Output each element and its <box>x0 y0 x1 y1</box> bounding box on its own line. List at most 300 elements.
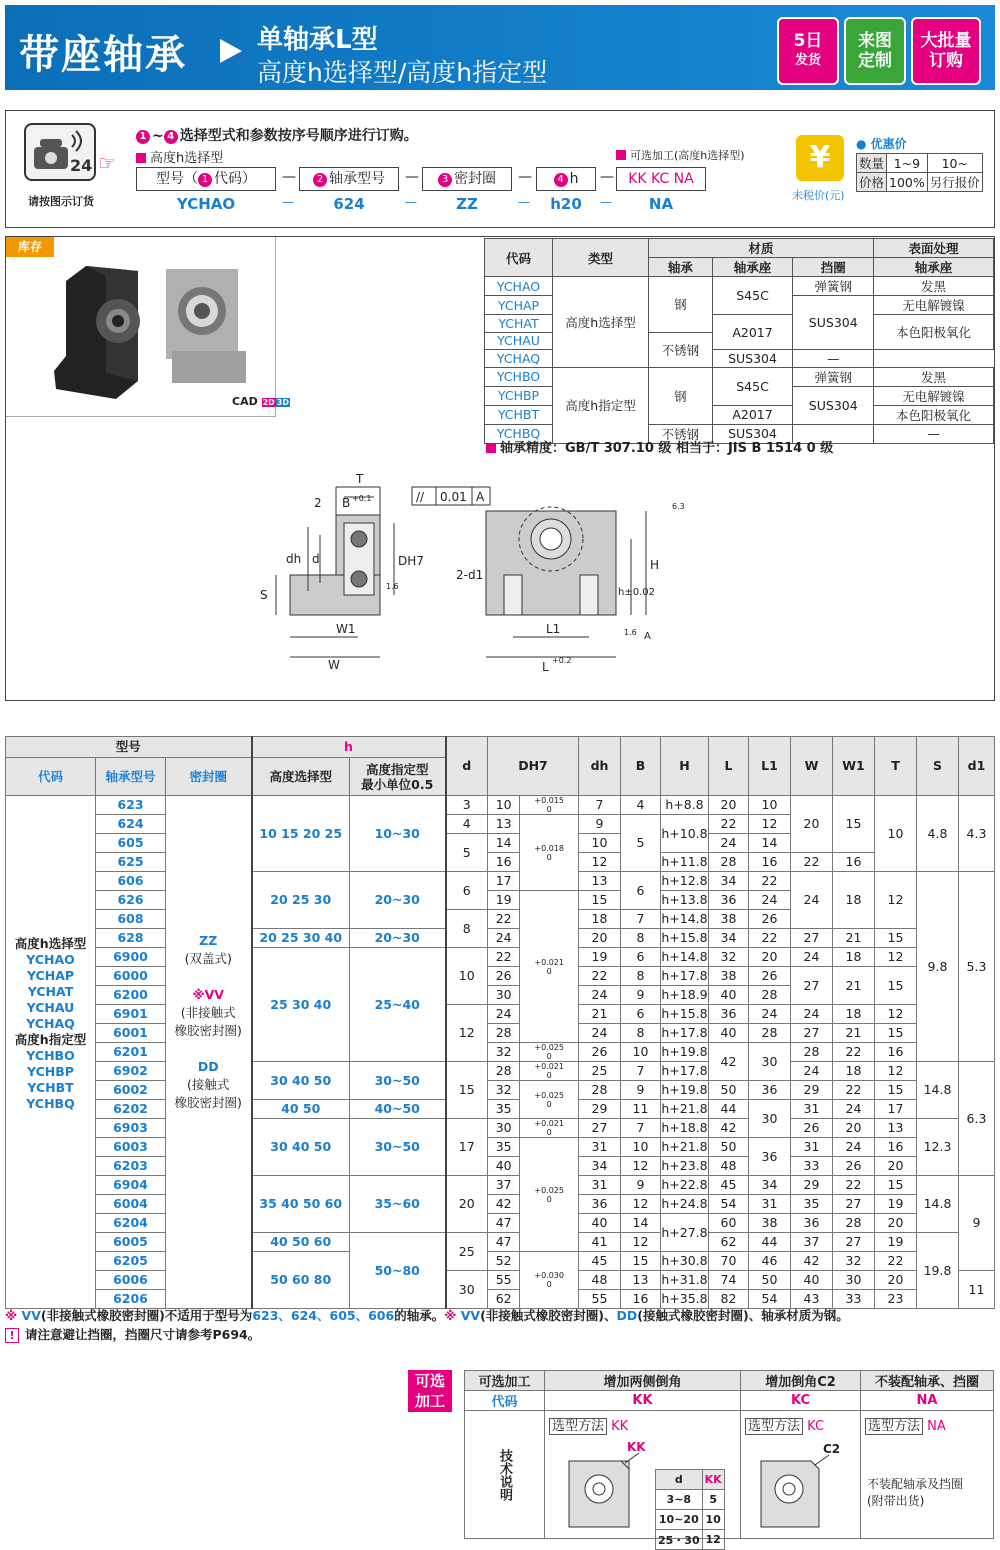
W1-cell: 22 <box>833 1043 875 1062</box>
H-cell: h+14.8 <box>661 910 709 929</box>
D-cell: 35 <box>488 1100 520 1119</box>
example-seal: ZZ <box>456 195 478 213</box>
bearing-cell: 6206 <box>96 1290 166 1309</box>
L-cell: 24 <box>709 834 749 853</box>
L1-cell: 28 <box>749 1024 791 1043</box>
H-cell: h+19.8 <box>661 1081 709 1100</box>
table-row <box>6 1043 995 1062</box>
T-cell: 12 <box>875 872 917 929</box>
table-row <box>6 948 995 967</box>
d-cell: 8 <box>446 910 488 948</box>
table-row <box>6 1252 995 1271</box>
table-row <box>6 853 995 872</box>
D-cell: 40 <box>488 1157 520 1176</box>
L1-cell: 20 <box>749 948 791 967</box>
L1-cell: 34 <box>749 1176 791 1195</box>
order-instruction: 1 ~ 4 选择型式和参数按序号顺序进行订购。 <box>136 125 418 145</box>
B-cell: 7 <box>621 1119 661 1138</box>
bearing-cell: 6202 <box>96 1100 166 1119</box>
L-cell: 28 <box>709 853 749 872</box>
W-cell: 36 <box>791 1214 833 1233</box>
W1-cell: 20 <box>833 1119 875 1138</box>
bearing-cell: 6005 <box>96 1233 166 1252</box>
bearing-cell: 625 <box>96 853 166 872</box>
H-cell: h+15.8 <box>661 1005 709 1024</box>
d-cell: 17 <box>446 1119 488 1176</box>
D-cell: 47 <box>488 1214 520 1233</box>
h-spec-cell: 40~50 <box>350 1100 446 1119</box>
table-row <box>6 796 995 815</box>
B-cell: 7 <box>621 1062 661 1081</box>
L-cell: 34 <box>709 929 749 948</box>
d-cell: 25 <box>446 1233 488 1271</box>
d-cell: 10 <box>446 948 488 1005</box>
h-select-cell: 20 25 30 40 <box>252 929 350 948</box>
L1-cell: 16 <box>749 853 791 872</box>
B-cell: 6 <box>621 1005 661 1024</box>
h-select-cell: 30 40 50 <box>252 1062 350 1100</box>
h-spec-cell: 50~80 <box>350 1233 446 1309</box>
T-cell: 12 <box>875 948 917 967</box>
W-cell: 20 <box>791 796 833 853</box>
dash: — <box>282 169 296 185</box>
H-cell: h+18.8 <box>661 1119 709 1138</box>
B-cell: 12 <box>621 1157 661 1176</box>
H-cell: h+14.8 <box>661 948 709 967</box>
L1-cell: 22 <box>749 872 791 891</box>
W1-cell: 30 <box>833 1271 875 1290</box>
B-cell: 10 <box>621 1043 661 1062</box>
kk-drawing <box>565 1439 655 1533</box>
T-cell: 12 <box>875 1005 917 1024</box>
h-select-cell: 30 40 50 <box>252 1119 350 1176</box>
H-cell: h+31.8 <box>661 1271 709 1290</box>
table-row <box>6 872 995 891</box>
h-select-cell: 35 40 50 60 <box>252 1176 350 1233</box>
D-cell: 19 <box>488 891 520 910</box>
H-cell: h+35.8 <box>661 1290 709 1309</box>
T-cell: 15 <box>875 1024 917 1043</box>
D-cell: 30 <box>488 986 520 1005</box>
B-cell: 13 <box>621 1271 661 1290</box>
svg-text:2: 2 <box>314 496 322 510</box>
T-cell: 15 <box>875 1081 917 1100</box>
L1-cell: 24 <box>749 891 791 910</box>
dh-cell: 31 <box>579 1176 621 1195</box>
svg-text:1.6: 1.6 <box>386 582 399 591</box>
D-cell: 22 <box>488 948 520 967</box>
W-cell: 28 <box>791 1043 833 1062</box>
B-cell: 14 <box>621 1214 661 1233</box>
dh-cell: 20 <box>579 929 621 948</box>
B-cell: 15 <box>621 1252 661 1271</box>
W-cell: 40 <box>791 1271 833 1290</box>
W1-cell: 32 <box>833 1252 875 1271</box>
D-cell: 47 <box>488 1233 520 1252</box>
L-cell: 20 <box>709 796 749 815</box>
dh-cell: 13 <box>579 872 621 891</box>
d1-cell: 4.3 <box>959 796 995 872</box>
D-cell: 10 <box>488 796 520 815</box>
dh-cell: 29 <box>579 1100 621 1119</box>
B-cell: 6 <box>621 872 661 910</box>
H-cell: h+19.8 <box>661 1043 709 1062</box>
table-row <box>6 929 995 948</box>
field-bearing: 2 轴承型号 <box>299 167 399 191</box>
D-cell: 62 <box>488 1290 520 1309</box>
L-cell: 74 <box>709 1271 749 1290</box>
c2-drawing <box>755 1439 855 1533</box>
W-cell: 27 <box>791 929 833 948</box>
dash: — <box>405 195 417 209</box>
W1-cell: 21 <box>833 1024 875 1043</box>
options-tag: 可选 加工 <box>408 1370 452 1412</box>
dh-cell: 24 <box>579 1024 621 1043</box>
T-cell: 16 <box>875 1043 917 1062</box>
H-cell: h+12.8 <box>661 872 709 891</box>
dh-cell: 22 <box>579 967 621 986</box>
L1-cell: 31 <box>749 1195 791 1214</box>
dh-cell: 48 <box>579 1271 621 1290</box>
example-code: YCHAO <box>176 195 236 213</box>
W1-cell: 18 <box>833 1005 875 1024</box>
D-cell: 28 <box>488 1062 520 1081</box>
dh-cell: 25 <box>579 1062 621 1081</box>
dh-cell: 18 <box>579 910 621 929</box>
L-cell: 42 <box>709 1119 749 1138</box>
stock-label: 库存 <box>6 237 54 257</box>
h-select-cell: 50 60 80 <box>252 1252 350 1309</box>
B-cell: 10 <box>621 1138 661 1157</box>
T-cell: 19 <box>875 1233 917 1252</box>
B-cell: 8 <box>621 967 661 986</box>
field-model: 型号（ 1 代码） <box>136 167 276 191</box>
D-tol-cell: +0.021 0 <box>520 891 579 1043</box>
B-cell: 7 <box>621 910 661 929</box>
L-cell: 34 <box>709 872 749 891</box>
dh-cell: 15 <box>579 891 621 910</box>
L-cell: 36 <box>709 891 749 910</box>
W1-cell: 33 <box>833 1290 875 1309</box>
d-cell: 4 <box>446 815 488 834</box>
dh-cell: 31 <box>579 1138 621 1157</box>
W-cell: 27 <box>791 1024 833 1043</box>
W1-cell: 22 <box>833 1081 875 1100</box>
L-cell: 45 <box>709 1176 749 1195</box>
order-guide <box>5 110 995 228</box>
example-h: h20 <box>550 195 582 213</box>
W-cell: 37 <box>791 1233 833 1252</box>
W-cell: 27 <box>791 967 833 1005</box>
T-cell: 20 <box>875 1157 917 1176</box>
bearing-cell: 6003 <box>96 1138 166 1157</box>
B-cell: 5 <box>621 815 661 872</box>
D-tol-cell: +0.025 0 <box>520 1081 579 1119</box>
svg-text:A: A <box>476 490 485 504</box>
dimension-drawing <box>246 457 686 697</box>
h-select-cell: 40 50 <box>252 1100 350 1119</box>
L1-cell: 12 <box>749 815 791 834</box>
svg-text:C2: C2 <box>823 1442 841 1456</box>
table-row <box>6 967 995 986</box>
material-table: 代码 类型 材质 表面处理 轴承 轴承座 挡圈 轴承座 YCHAO 高度h选择型 钢 S45C 弹簧钢 发黑 YCHAP SUS304 无电解镀镍 YCHAT A2017 本色阳极氧化 YCHAU 不锈钢 YCHAQ SUS304 — YCHBO 高度h指定型 钢 S45C 弹簧钢 发黑 YCHBP SUS304 无电解镀镍 YCHBT A2017 本色阳极氧化 YCHBQ 不锈钢 SUS304 — <box>484 238 994 444</box>
W1-cell: 27 <box>833 1195 875 1214</box>
h-spec-cell: 35~60 <box>350 1176 446 1233</box>
T-cell: 15 <box>875 929 917 948</box>
dh-cell: 9 <box>579 815 621 834</box>
D-tol-cell: +0.025 0 <box>520 1043 579 1062</box>
series-codes: 高度h选择型 YCHAO YCHAP YCHAT YCHAU YCHAQ 高度h指定型 YCHBO YCHBP YCHBT YCHBQ <box>6 796 96 1309</box>
T-cell: 13 <box>875 1119 917 1138</box>
B-cell: 9 <box>621 1081 661 1100</box>
S-cell: 4.8 <box>917 796 959 872</box>
H-cell: h+11.8 <box>661 853 709 872</box>
bearing-cell: 6204 <box>96 1214 166 1233</box>
d1-cell: 6.3 <box>959 1062 995 1176</box>
W-cell: 35 <box>791 1195 833 1214</box>
svg-text:1.6: 1.6 <box>624 628 637 637</box>
dh-cell: 40 <box>579 1214 621 1233</box>
H-cell: h+13.8 <box>661 891 709 910</box>
h-select-cell: 40 50 60 <box>252 1233 350 1252</box>
table-row <box>6 1024 995 1043</box>
field-h: 4 h <box>536 167 596 191</box>
h-spec-cell: 20~30 <box>350 929 446 948</box>
svg-text:W1: W1 <box>336 622 356 636</box>
T-cell: 20 <box>875 1214 917 1233</box>
dh-cell: 55 <box>579 1290 621 1309</box>
D-cell: 17 <box>488 872 520 891</box>
svg-text:L1: L1 <box>546 622 561 636</box>
L1-cell: 30 <box>749 1100 791 1138</box>
page-header <box>5 5 995 90</box>
L-cell: 70 <box>709 1252 749 1271</box>
d-cell: 30 <box>446 1271 488 1309</box>
T-cell: 20 <box>875 1271 917 1290</box>
H-cell: h+21.8 <box>661 1100 709 1119</box>
T-cell: 19 <box>875 1195 917 1214</box>
bearing-cell: 6900 <box>96 948 166 967</box>
h-spec-cell: 10~30 <box>350 796 446 872</box>
L1-cell: 44 <box>749 1233 791 1252</box>
W-cell: 24 <box>791 1005 833 1024</box>
B-cell: 8 <box>621 1024 661 1043</box>
L-cell: 32 <box>709 948 749 967</box>
D-cell: 24 <box>488 1005 520 1024</box>
W1-cell: 18 <box>833 948 875 967</box>
H-cell: h+18.9 <box>661 986 709 1005</box>
H-cell: h+10.8 <box>661 815 709 853</box>
h-spec-cell: 25~40 <box>350 948 446 1062</box>
L1-cell: 28 <box>749 986 791 1005</box>
bearing-cell: 605 <box>96 834 166 853</box>
bearing-cell: 6901 <box>96 1005 166 1024</box>
table-row <box>6 1233 995 1252</box>
h-select-cell: 25 30 40 <box>252 948 350 1062</box>
W1-cell: 28 <box>833 1214 875 1233</box>
D-cell: 37 <box>488 1176 520 1195</box>
L-cell: 38 <box>709 967 749 986</box>
d1-cell: 5.3 <box>959 872 995 1062</box>
table-row <box>6 1157 995 1176</box>
badge-bulk: 大批量 订购 <box>911 17 981 85</box>
W-cell: 29 <box>791 1176 833 1195</box>
B-cell: 6 <box>621 948 661 967</box>
bearing-cell: 6201 <box>96 1043 166 1062</box>
L-cell: 82 <box>709 1290 749 1309</box>
dash: — <box>600 195 612 209</box>
dash: — <box>600 169 614 185</box>
table-row <box>6 1271 995 1290</box>
bearing-cell: 6200 <box>96 986 166 1005</box>
dh-cell: 7 <box>579 796 621 815</box>
svg-text:+0.1: +0.1 <box>352 494 372 503</box>
L1-cell: 26 <box>749 967 791 986</box>
W1-cell: 24 <box>833 1138 875 1157</box>
H-cell: h+27.8 <box>661 1214 709 1252</box>
D-cell: 24 <box>488 929 520 948</box>
table-row <box>6 1214 995 1233</box>
badge-5day: 5日 发货 <box>777 17 839 85</box>
B-cell: 8 <box>621 929 661 948</box>
D-cell: 32 <box>488 1081 520 1100</box>
S-cell: 9.8 <box>917 872 959 1062</box>
badge-custom: 来图 定制 <box>844 17 906 85</box>
S-cell: 19.8 <box>917 1233 959 1309</box>
W-cell: 31 <box>791 1138 833 1157</box>
W1-cell: 24 <box>833 1100 875 1119</box>
D-cell: 16 <box>488 853 520 872</box>
dimension-table: 型号 h d DH7 dh B H L L1 W W1 T S d1 代码 轴承型号 密封圈 高度选择型 高度指定型 最小单位0.5 高度h选择型 YCHAO YCHAP YCHAT YCHAU YCHAQ 高度h指定型 YCHBO YCHBP YCHBT YCHBQ 623 ZZ (双盖式) ※VV (非接触式 橡胶密封圈) DD (接触式 橡胶密封圈) 10 15 20 25 10~30 3 10 +0.015 0 7 4 h+8.8 20 10 20 15 10 4.8 4.3 624 4 13 +0.018 0 9 5 h+10.8 22 12 605 5 14 10 24 14 625 16 12 h+11.8 28 16 22 16 606 20 25 30 20~30 6 17 13 6 h+12.8 34 22 24 18 12 9.8 5.3 626 19 +0.021 0 15 h+13.8 36 24 608 8 22 18 7 h+14.8 38 26 628 20 25 30 40 20~30 24 20 8 h+15.8 34 22 27 21 15 6900 25 30 40 25~40 10 22 19 6 h+14.8 32 20 24 18 12 6000 26 22 8 h+17.8 38 26 27 21 15 6200 30 24 9 h+18.9 40 28 6901 12 24 21 6 h+15.8 36 24 24 18 12 6001 28 24 8 h+17.8 40 28 27 21 15 6201 32 +0.025 0 26 10 h+19.8 42 30 28 22 16 6902 30 40 50 30~50 15 28 +0.021 0 25 7 h+17.8 24 18 12 14.8 6.3 6002 32 +0.025 0 28 9 h+19.8 50 36 29 22 15 6202 40 50 40~50 35 29 11 h+21.8 44 30 31 24 17 6903 30 40 50 30~50 17 30 +0.021 0 27 7 h+18.8 42 26 20 13 12.3 6003 35 +0.025 0 31 10 h+21.8 50 36 31 24 16 6203 40 34 12 h+23.8 48 33 26 20 6904 35 40 50 60 35~60 20 37 31 9 h+22.8 45 34 29 22 15 14.8 9 6004 42 36 12 h+24.8 54 31 35 27 19 6204 47 40 14 h+27.8 60 38 36 28 20 6005 40 50 60 50~80 25 47 41 12 62 44 37 27 19 19.8 6205 50 60 80 52 +0.030 0 45 15 h+30.8 70 46 42 32 22 6006 30 55 48 13 h+31.8 74 50 40 30 20 11 6206 62 55 16 h+35.8 82 54 43 33 23 <box>5 736 995 1309</box>
H-cell: h+24.8 <box>661 1195 709 1214</box>
W-cell: 31 <box>791 1100 833 1119</box>
T-cell: 10 <box>875 796 917 872</box>
bearing-cell: 6205 <box>96 1252 166 1271</box>
T-cell: 23 <box>875 1290 917 1309</box>
dh-cell: 45 <box>579 1252 621 1271</box>
d-cell: 5 <box>446 834 488 872</box>
H-cell: h+17.8 <box>661 967 709 986</box>
svg-text:24: 24 <box>70 156 93 175</box>
B-cell: 9 <box>621 986 661 1005</box>
bearing-cell: 606 <box>96 872 166 891</box>
bearing-cell: 6002 <box>96 1081 166 1100</box>
dh-cell: 28 <box>579 1081 621 1100</box>
W-cell: 24 <box>791 872 833 929</box>
table-row <box>6 1005 995 1024</box>
dh-cell: 19 <box>579 948 621 967</box>
H-cell: h+21.8 <box>661 1138 709 1157</box>
L-cell: 40 <box>709 1024 749 1043</box>
d-cell: 6 <box>446 872 488 910</box>
W1-cell: 21 <box>833 967 875 1005</box>
T-cell: 12 <box>875 1062 917 1081</box>
L1-cell: 36 <box>749 1138 791 1176</box>
D-cell: 22 <box>488 910 520 929</box>
L1-cell: 30 <box>749 1043 791 1081</box>
dh-cell: 27 <box>579 1119 621 1138</box>
D-cell: 14 <box>488 834 520 853</box>
bearing-cell: 6006 <box>96 1271 166 1290</box>
svg-text:T: T <box>356 472 364 486</box>
dash: — <box>518 195 530 209</box>
L1-cell: 46 <box>749 1252 791 1271</box>
S-cell: 14.8 <box>917 1062 959 1119</box>
dh-cell: 12 <box>579 853 621 872</box>
d1-cell: 9 <box>959 1176 995 1271</box>
W1-cell: 22 <box>833 1176 875 1195</box>
W1-cell: 18 <box>833 872 875 929</box>
bearing-cell: 6004 <box>96 1195 166 1214</box>
dh-cell: 36 <box>579 1195 621 1214</box>
bearing-cell: 608 <box>96 910 166 929</box>
dash: — <box>405 169 419 185</box>
W-cell: 43 <box>791 1290 833 1309</box>
product-spec-area <box>5 236 995 701</box>
T-cell: 16 <box>875 1138 917 1157</box>
bearing-cell: 6000 <box>96 967 166 986</box>
d1-cell: 11 <box>959 1271 995 1309</box>
dh-cell: 21 <box>579 1005 621 1024</box>
H-cell: h+17.8 <box>661 1062 709 1081</box>
page-title: 带座轴承 <box>19 32 187 78</box>
svg-text:W: W <box>328 658 340 672</box>
T-cell: 17 <box>875 1100 917 1119</box>
hand-pointer-icon: ☞ <box>98 151 116 175</box>
D-cell: 52 <box>488 1252 520 1271</box>
section-label: 高度h选择型 <box>136 147 223 166</box>
dh-cell: 24 <box>579 986 621 1005</box>
options-table: 可选加工 增加两侧倒角 增加倒角C2 不装配轴承、挡圈 代码 KK KC NA 技术说明 选型方法 KK KK d KK 3~8 5 10~20 10 25・30 12 选型方法 KC C2 选型方法 NA 不装配轴承及挡圈 (附带出货) <box>464 1370 994 1539</box>
dash: — <box>282 195 294 209</box>
L-cell: 48 <box>709 1157 749 1176</box>
D-tol-cell: +0.021 0 <box>520 1119 579 1138</box>
W-cell: 22 <box>791 853 833 872</box>
W1-cell: 27 <box>833 1233 875 1252</box>
seal-cell: ZZ (双盖式) ※VV (非接触式 橡胶密封圈) DD (接触式 橡胶密封圈) <box>166 796 252 1309</box>
H-cell: h+22.8 <box>661 1176 709 1195</box>
L1-cell: 22 <box>749 929 791 948</box>
page-subtitle: 单轴承L型 <box>257 25 378 55</box>
L-cell: 50 <box>709 1081 749 1100</box>
svg-text:B: B <box>342 496 351 510</box>
L1-cell: 50 <box>749 1271 791 1290</box>
svg-text:6.3: 6.3 <box>672 502 685 511</box>
footnote-1: ※ VV(非接触式橡胶密封圈)不适用于型号为623、624、605、606的轴承。※ VV(非接触式橡胶密封圈)、DD(接触式橡胶密封圈)、轴承材质为钢。 <box>5 1308 849 1323</box>
W1-cell: 15 <box>833 796 875 853</box>
bearing-cell: 6001 <box>96 1024 166 1043</box>
price-note: 未税价(元) <box>792 189 845 202</box>
L-cell: 54 <box>709 1195 749 1214</box>
svg-text:H: H <box>650 558 660 572</box>
field-seal: 3 密封圈 <box>422 167 512 191</box>
L-cell: 42 <box>709 1043 749 1081</box>
precision-note: 轴承精度：GB/T 307.10 级 相当于：JIS B 1514 0 级 <box>486 437 833 456</box>
W-cell: 26 <box>791 1119 833 1138</box>
svg-text:A: A <box>644 631 651 642</box>
L-cell: 62 <box>709 1233 749 1252</box>
bearing-cell: 626 <box>96 891 166 910</box>
phone-label: 请按图示订货 <box>28 195 94 208</box>
table-row <box>6 1119 995 1138</box>
page-subtitle-2: 高度h选择型/高度h指定型 <box>257 58 548 87</box>
table-row <box>6 1062 995 1081</box>
H-cell: h+17.8 <box>661 1024 709 1043</box>
price-table: 数量 1~9 10~ 价格 100% 另行报价 <box>856 153 983 192</box>
B-cell: 12 <box>621 1195 661 1214</box>
W-cell: 24 <box>791 1062 833 1081</box>
table-row <box>6 1081 995 1100</box>
